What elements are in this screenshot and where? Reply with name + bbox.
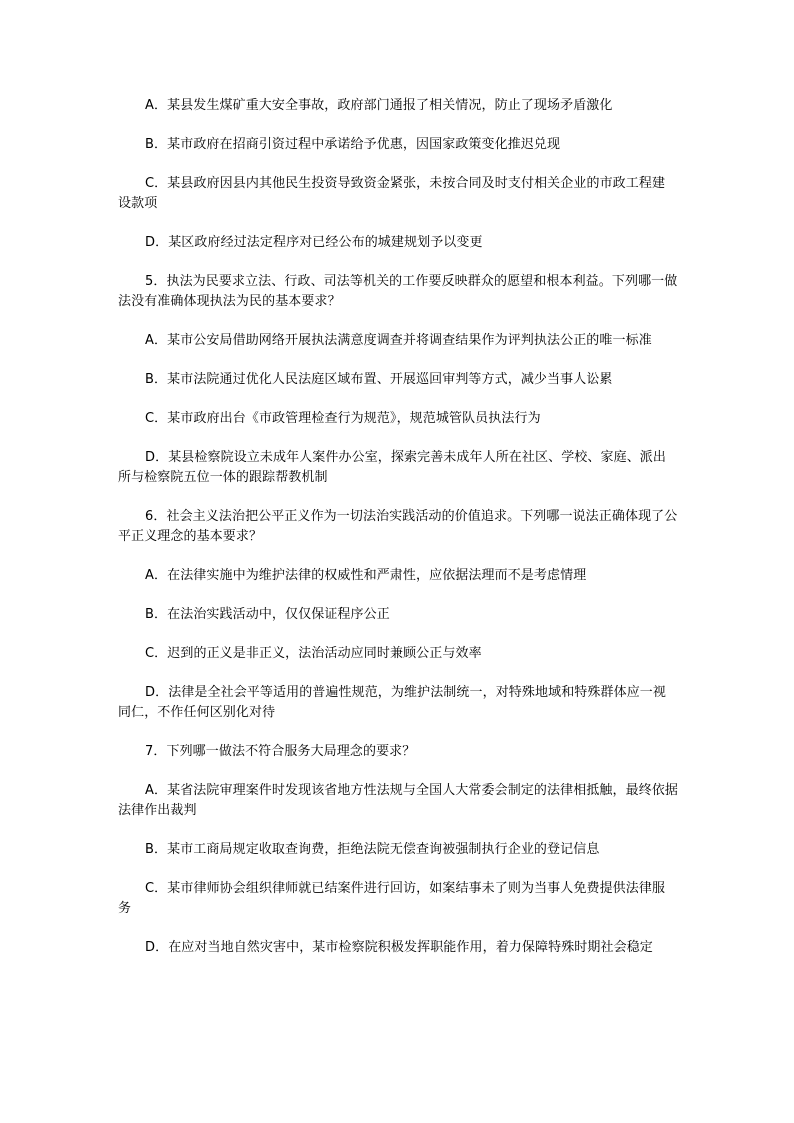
option-d-q4: D．某区政府经过法定程序对已经公布的城建规划予以变更 [145, 235, 483, 250]
option-b-q5: B．某市法院通过优化人民法庭区域布置、开展巡回审判等方式，减少当事人讼累 [145, 372, 613, 387]
option-c-q4: C．某县政府因县内其他民生投资导致资金紧张，未按合同及时支付相关企业的市政工程建设款项 [118, 176, 666, 211]
option-b-q4: B．某市政府在招商引资过程中承诺给予优惠，因国家政策变化推迟兑现 [145, 137, 561, 152]
question-7: 7．下列哪一做法不符合服务大局理念的要求？ [145, 744, 416, 759]
option-d-q6: D．法律是全社会平等适用的普遍性规范，为维护法制统一，对特殊地域和特殊群体应一视同仁，不作任何区别化对待 [118, 685, 667, 720]
option-a-q7: A．某省法院审理案件时发现该省地方性法规与全国人大常委会制定的法律相抵触，最终依据法律作出裁判 [118, 783, 678, 818]
option-c-q5: C．某市政府出台《市政管理检查行为规范》，规范城管队员执法行为 [145, 411, 541, 426]
option-a-q6: A．在法律实施中为维护法律的权威性和严肃性，应依据法理而不是考虑情理 [145, 568, 587, 583]
question-6: 6．社会主义法治把公平正义作为一切法治实践活动的价值追求。下列哪一说法正确体现了公平正义理念的基本要求？ [118, 509, 678, 544]
document-page [118, 96, 678, 977]
question-5: 5．执法为民要求立法、行政、司法等机关的工作要反映群众的愿望和根本利益。下列哪一做法没有准确体现执法为民的基本要求？ [118, 274, 678, 309]
option-c-q7: C．某市律师协会组织律师就已结案件进行回访，如案结事未了则为当事人免费提供法律服务 [118, 881, 666, 916]
option-a-q4: A．某县发生煤矿重大安全事故，政府部门通报了相关情况，防止了现场矛盾激化 [145, 98, 613, 113]
option-c-q6: C．迟到的正义是非正义，法治活动应同时兼顾公正与效率 [145, 646, 482, 661]
option-a-q5: A．某市公安局借助网络开展执法满意度调查并将调查结果作为评判执法公正的唯一标准 [145, 333, 652, 348]
option-d-q7: D．在应对当地自然灾害中，某市检察院积极发挥职能作用，着力保障特殊时期社会稳定 [145, 940, 653, 955]
option-b-q6: B．在法治实践活动中，仅仅保证程序公正 [145, 607, 390, 622]
option-b-q7: B．某市工商局规定收取查询费，拒绝法院无偿查询被强制执行企业的登记信息 [145, 842, 600, 857]
option-d-q5: D．某县检察院设立未成年人案件办公室，探索完善未成年人所在社区、学校、家庭、派出所与检察院五位一体的跟踪帮教机制 [118, 450, 667, 485]
